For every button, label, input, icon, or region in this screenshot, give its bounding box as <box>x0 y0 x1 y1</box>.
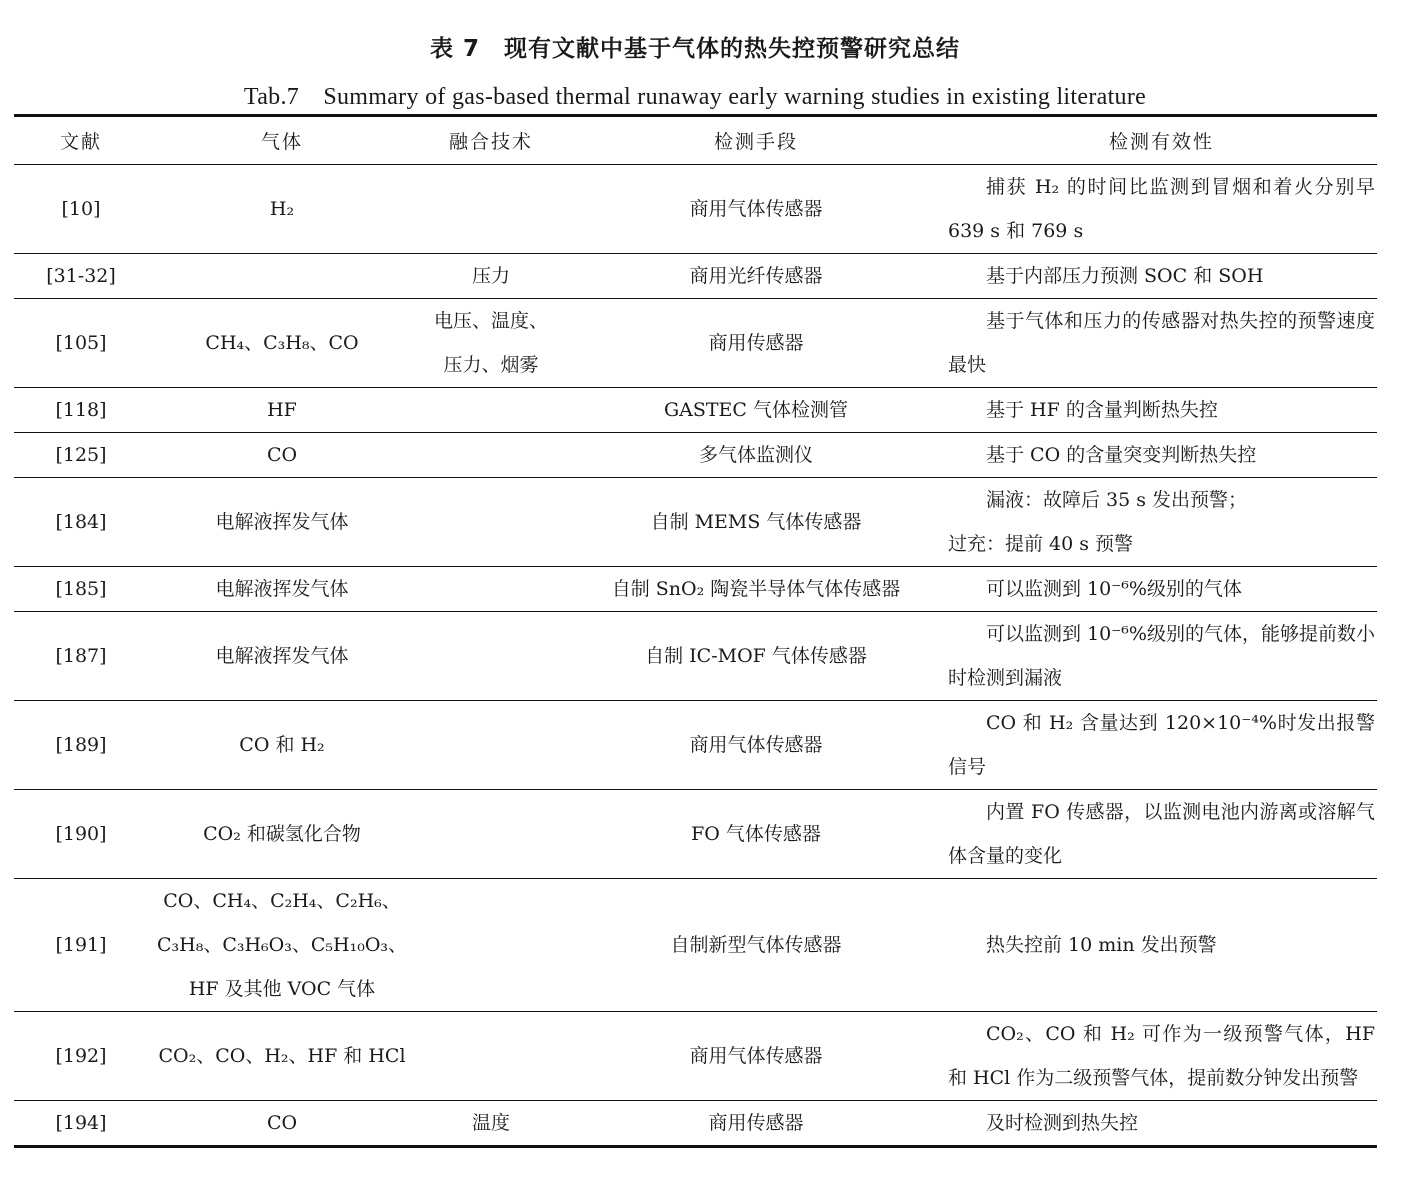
cell-ref: [31-32] <box>14 254 148 299</box>
cell-ref: [10] <box>14 165 148 254</box>
table-header-row <box>14 116 1377 165</box>
header-method: 检测手段 <box>566 116 946 165</box>
table-row <box>14 612 1377 701</box>
cell-fusion <box>416 612 566 701</box>
cell-ref: [189] <box>14 701 148 790</box>
table-row <box>14 879 1377 1012</box>
cell-method: GASTEC 气体检测管 <box>566 388 946 433</box>
cell-ref: [125] <box>14 433 148 478</box>
cell-effect: 热失控前 10 min 发出预警 <box>946 879 1377 1012</box>
cell-effect: 基于内部压力预测 SOC 和 SOH <box>946 254 1377 299</box>
cell-gas: CH₄、C₃H₈、CO <box>148 299 416 388</box>
cell-gas: CO₂、CO、H₂、HF 和 HCl <box>148 1012 416 1101</box>
cell-effect: 可以监测到 10⁻⁶%级别的气体，能够提前数小时检测到漏液 <box>946 612 1377 701</box>
cell-method: 自制 MEMS 气体传感器 <box>566 478 946 567</box>
cell-gas: HF <box>148 388 416 433</box>
cell-gas: 电解液挥发气体 <box>148 478 416 567</box>
cell-method: 自制新型气体传感器 <box>566 879 946 1012</box>
cell-effect: 捕获 H₂ 的时间比监测到冒烟和着火分别早 639 s 和 769 s <box>946 165 1377 254</box>
cell-method: 自制 IC-MOF 气体传感器 <box>566 612 946 701</box>
cell-gas: H₂ <box>148 165 416 254</box>
cell-fusion <box>416 433 566 478</box>
cell-effect: 基于 HF 的含量判断热失控 <box>946 388 1377 433</box>
summary-table <box>14 114 1377 1148</box>
table-row <box>14 388 1377 433</box>
cell-gas: 电解液挥发气体 <box>148 612 416 701</box>
cell-fusion <box>416 790 566 879</box>
cell-method: 商用传感器 <box>566 1101 946 1147</box>
table-row <box>14 701 1377 790</box>
cell-gas <box>148 254 416 299</box>
cell-ref: [191] <box>14 879 148 1012</box>
table-row <box>14 433 1377 478</box>
cell-method: 商用气体传感器 <box>566 1012 946 1101</box>
cell-ref: [118] <box>14 388 148 433</box>
cell-gas: 电解液挥发气体 <box>148 567 416 612</box>
cell-fusion <box>416 879 566 1012</box>
header-fusion: 融合技术 <box>416 116 566 165</box>
table-row <box>14 299 1377 388</box>
cell-effect: 漏液：故障后 35 s 发出预警； 过充：提前 40 s 预警 <box>946 478 1377 567</box>
cell-ref: [194] <box>14 1101 148 1147</box>
cell-fusion: 电压、温度、 压力、烟雾 <box>416 299 566 388</box>
cell-fusion <box>416 701 566 790</box>
cell-effect: 基于 CO 的含量突变判断热失控 <box>946 433 1377 478</box>
cell-method: 商用气体传感器 <box>566 165 946 254</box>
cell-gas: CO 和 H₂ <box>148 701 416 790</box>
cell-ref: [192] <box>14 1012 148 1101</box>
cell-ref: [184] <box>14 478 148 567</box>
cell-effect: 内置 FO 传感器，以监测电池内游离或溶解气体含量的变化 <box>946 790 1377 879</box>
cell-fusion <box>416 1012 566 1101</box>
cell-fusion: 温度 <box>416 1101 566 1147</box>
cell-method: FO 气体传感器 <box>566 790 946 879</box>
table-row <box>14 478 1377 567</box>
cell-effect: 及时检测到热失控 <box>946 1101 1377 1147</box>
table-row <box>14 165 1377 254</box>
table-row <box>14 1101 1377 1147</box>
cell-ref: [185] <box>14 567 148 612</box>
header-gas: 气体 <box>148 116 416 165</box>
cell-effect: 可以监测到 10⁻⁶%级别的气体 <box>946 567 1377 612</box>
table-caption-en: Tab.7 Summary of gas-based thermal runaway early warning studies in existing literature <box>243 84 1147 110</box>
cell-method: 商用传感器 <box>566 299 946 388</box>
table-row <box>14 254 1377 299</box>
cell-effect: CO₂、CO 和 H₂ 可作为一级预警气体，HF 和 HCl 作为二级预警气体，提前数分钟发出预警 <box>946 1012 1377 1101</box>
cell-method: 商用光纤传感器 <box>566 254 946 299</box>
cell-gas: CO <box>148 1101 416 1147</box>
cell-ref: [105] <box>14 299 148 388</box>
table-body <box>14 165 1377 1147</box>
table-row <box>14 567 1377 612</box>
table-row <box>14 790 1377 879</box>
cell-ref: [190] <box>14 790 148 879</box>
header-ref: 文献 <box>14 116 148 165</box>
cell-effect: 基于气体和压力的传感器对热失控的预警速度最快 <box>946 299 1377 388</box>
cell-fusion: 压力 <box>416 254 566 299</box>
table-row <box>14 1012 1377 1101</box>
cell-fusion <box>416 478 566 567</box>
cell-method: 自制 SnO₂ 陶瓷半导体气体传感器 <box>566 567 946 612</box>
cell-ref: [187] <box>14 612 148 701</box>
table-caption-cn: 表 7 现有文献中基于气体的热失控预警研究总结 <box>429 36 960 62</box>
cell-fusion <box>416 165 566 254</box>
cell-method: 多气体监测仪 <box>566 433 946 478</box>
cell-gas: CO₂ 和碳氢化合物 <box>148 790 416 879</box>
cell-gas: CO <box>148 433 416 478</box>
cell-fusion <box>416 388 566 433</box>
header-effect: 检测有效性 <box>946 116 1377 165</box>
cell-method: 商用气体传感器 <box>566 701 946 790</box>
cell-effect: CO 和 H₂ 含量达到 120×10⁻⁴%时发出报警信号 <box>946 701 1377 790</box>
cell-fusion <box>416 567 566 612</box>
cell-gas: CO、CH₄、C₂H₄、C₂H₆、 C₃H₈、C₃H₆O₃、C₅H₁₀O₃、 HF 及其他 VOC 气体 <box>148 879 416 1012</box>
